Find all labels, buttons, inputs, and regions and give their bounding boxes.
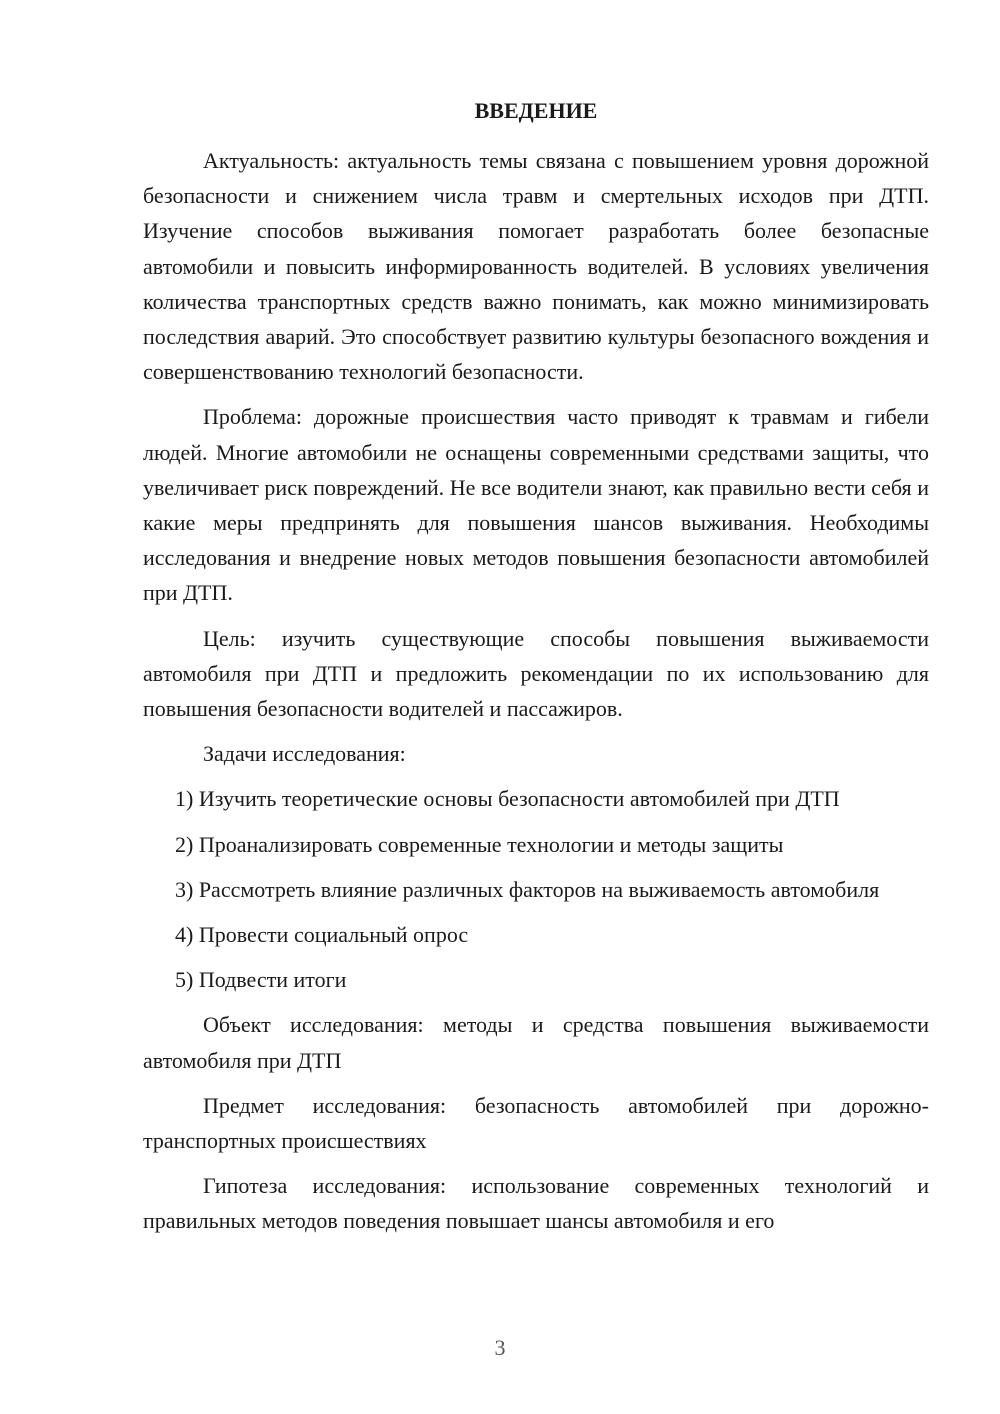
- task-item-5: 5) Подвести итоги: [175, 967, 347, 993]
- task-item-4: 4) Провести социальный опрос: [175, 922, 469, 948]
- problem-paragraph: Проблема: дорожные происшествия часто приводят к травмам и гибели людей. Многие автомобили не оснащены современными средствами защиты, что увеличивает риск повреждений. Не все водители знают, как правильно вести себя и какие меры предпринять для повышения шансов выживания. Необходимы исследования и внедрение новых методов повышения безопасности автомобилей при ДТП.: [143, 404, 929, 606]
- hypothesis-paragraph: Гипотеза исследования: использование современных технологий и правильных методов поведения повышает шансы автомобиля и его: [143, 1173, 929, 1234]
- task-item-2: 2) Проанализировать современные технологии и методы защиты: [175, 831, 784, 857]
- subject-paragraph: Предмет исследования: безопасность автомобилей при дорожно-транспортных происшествиях: [143, 1092, 929, 1154]
- object-paragraph: Объект исследования: методы и средства повышения выживаемости автомобиля при ДТП: [143, 1012, 929, 1073]
- page-number: 3: [494, 1335, 506, 1360]
- task-item-3: 3) Рассмотреть влияние различных факторов на выживаемость автомобиля: [175, 876, 880, 902]
- tasks-heading: Задачи исследования:: [203, 741, 406, 767]
- task-item-1: 1) Изучить теоретические основы безопасности автомобилей при ДТП: [175, 786, 840, 812]
- goal-paragraph: Цель: изучить существующие способы повышения выживаемости автомобиля при ДТП и предложить рекомендации по их использованию для повышения безопасности водителей и пассажиров.: [143, 625, 929, 722]
- relevance-paragraph: Актуальность: актуальность темы связана с повышением уровня дорожной безопасности и снижением числа травм и смертельных исходов при ДТП. Изучение способов выживания помогает разработать более безопасные автомобили и повысить информированность водителей. В условиях увеличения количества транспортных средств важно понимать, как можно минимизировать последствия аварий. Это способствует развитию культуры безопасного вождения и совершенствованию технологий безопасности.: [143, 148, 929, 385]
- document-body: [143, 143, 929, 1249]
- page-heading: ВВЕДЕНИЕ: [474, 98, 598, 123]
